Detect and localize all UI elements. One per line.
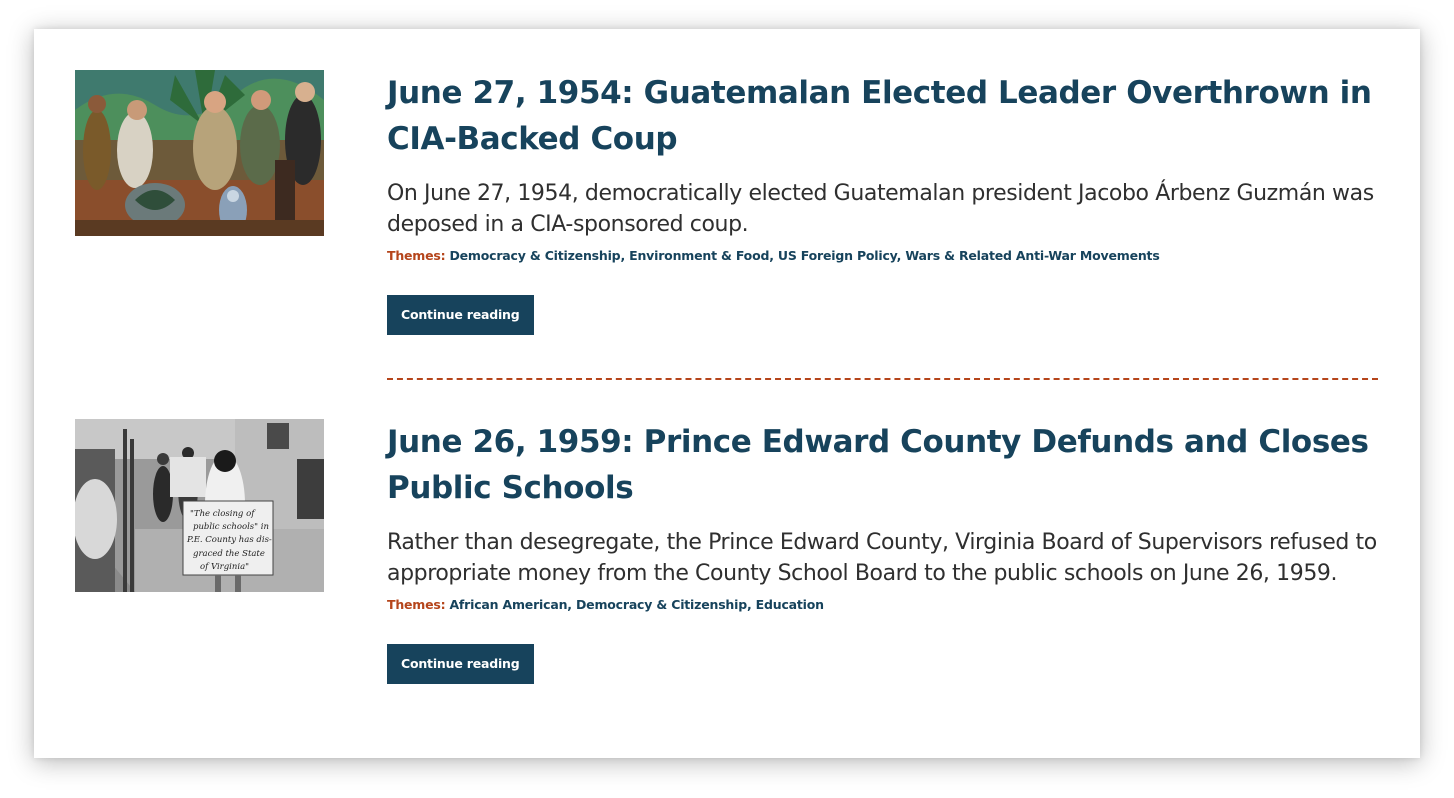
post-divider [387,378,1378,380]
posts-card [34,29,1420,758]
post-title[interactable]: June 27, 1954: Guatemalan Elected Leader Overthrown in CIA-Backed Coup [387,75,1372,157]
post-content [387,70,1379,335]
post-thumbnail[interactable] [75,419,324,592]
theme-link-democracy-citizenship[interactable]: Democracy & Citizenship [575,597,747,612]
post-excerpt: On June 27, 1954, democratically elected Guatemalan president Jacobo Árbenz Guzmán was deposed in a CIA-sponsored coup. [387,181,1374,237]
post-themes: Themes: African American, Democracy & Citizenship, Education [387,597,824,612]
post-title[interactable]: June 26, 1959: Prince Edward County Defunds and Closes Public Schools [387,424,1369,506]
mural-painting-image [75,70,324,236]
theme-link-democracy-citizenship[interactable]: Democracy & Citizenship [449,248,621,263]
post-excerpt: Rather than desegregate, the Prince Edward County, Virginia Board of Supervisors refused to appropriate money from the County School Board to the public schools on June 26, 1959. [387,530,1377,586]
continue-reading-button[interactable]: Continue reading [387,644,534,684]
post-thumbnail[interactable] [75,70,324,236]
post-themes: Themes: Democracy & Citizenship, Environment & Food, US Foreign Policy, Wars & Related Anti-War Movements [387,248,1160,263]
post-content [387,419,1379,684]
theme-link-african-american[interactable]: African American [449,597,568,612]
protest-photo-image [75,419,324,592]
sign-line-4: graced the State [193,549,265,559]
sign-line-1: "The closing of [190,509,255,519]
themes-label: Themes: [387,597,446,612]
sign-line-2: public schools" in [193,522,269,532]
sign-line-5: of Virginia" [200,562,250,572]
theme-link-wars-anti-war[interactable]: Wars & Related Anti-War Movements [905,248,1160,263]
theme-link-environment-food[interactable]: Environment & Food [629,248,770,263]
themes-label: Themes: [387,248,446,263]
continue-reading-button[interactable]: Continue reading [387,295,534,335]
theme-link-education[interactable]: Education [755,597,824,612]
theme-link-us-foreign-policy[interactable]: US Foreign Policy [777,248,897,263]
sign-line-3: P.E. County has dis- [187,535,272,545]
